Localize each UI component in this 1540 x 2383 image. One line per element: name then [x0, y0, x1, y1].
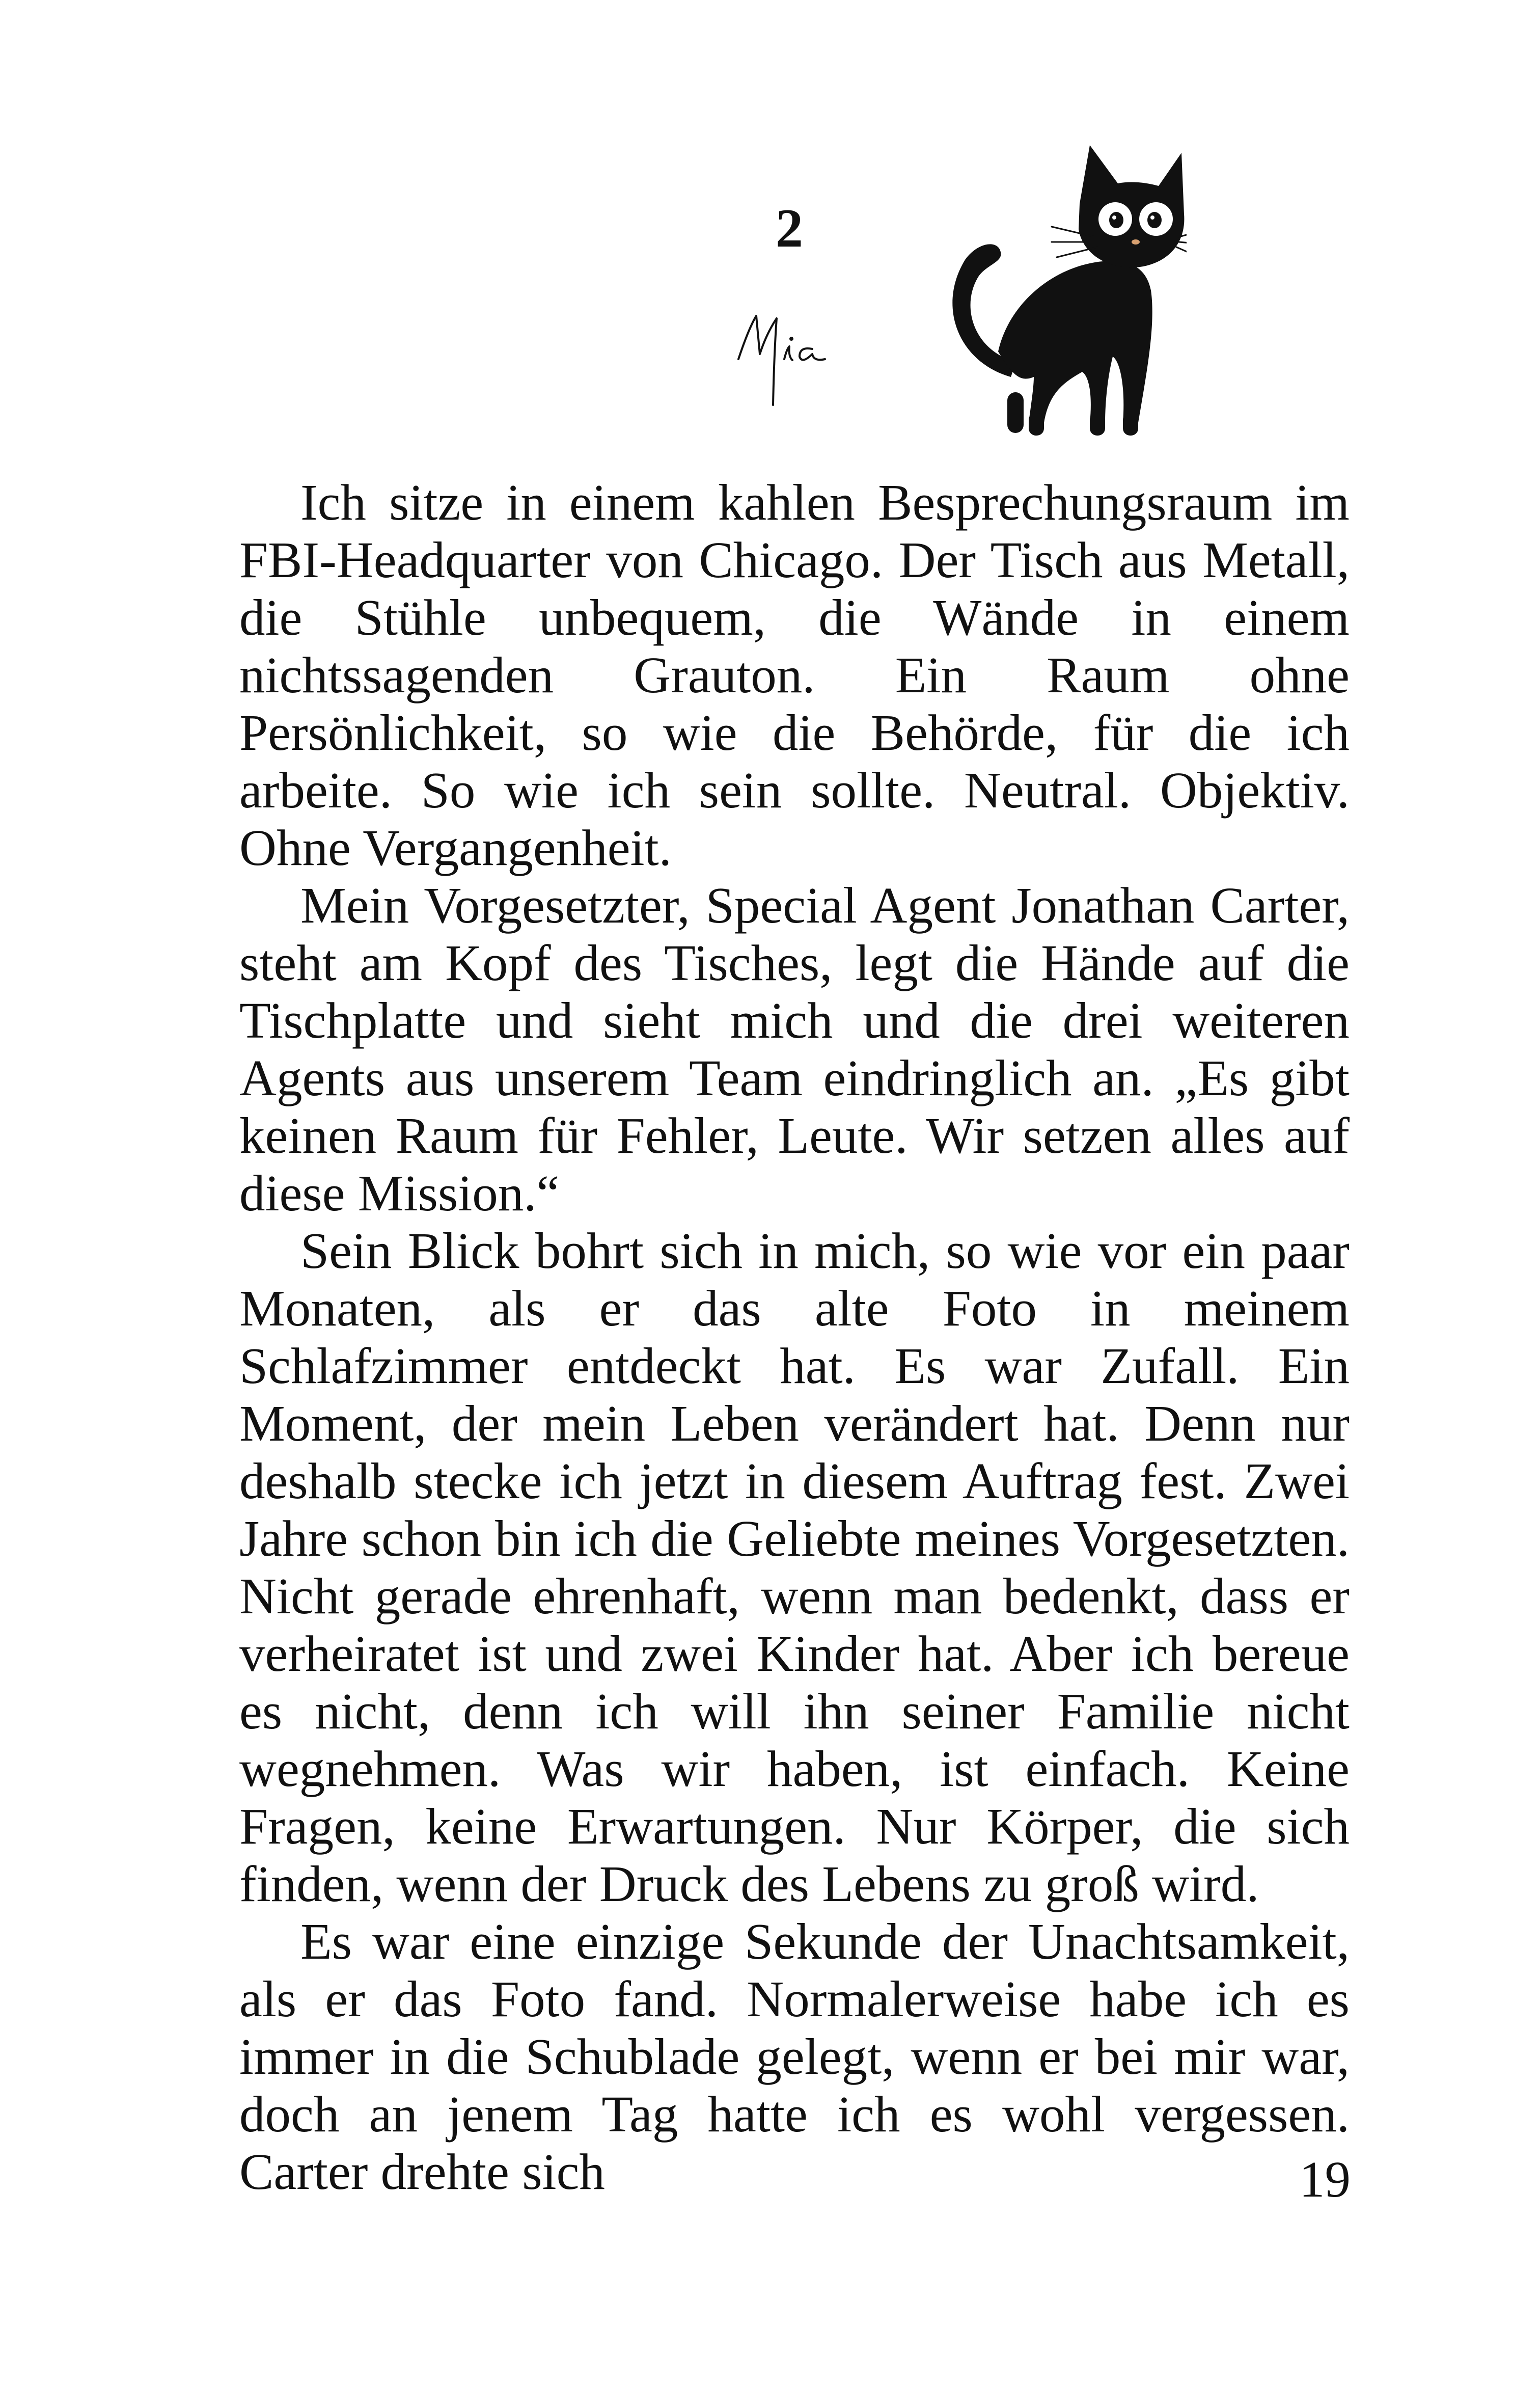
black-cat-icon [881, 138, 1187, 453]
chapter-number: 2 [776, 198, 803, 259]
paragraph: Es war eine einzige Sekunde der Unachtsamkeit, als er das Foto fand. Normalerweise habe ich es immer in die Schublade gelegt, wenn er bei mir war, doch an jenem Tag hatte ich es wohl vergessen. Carter drehte sich [239, 1913, 1350, 2200]
page-number: 19 [1299, 2151, 1351, 2208]
paragraph: Mein Vorgesetzter, Special Agent Jonathan Carter, steht am Kopf des Tisches, legt die Hände auf die Tischplatte und sieht mich und die drei weiteren Agents aus unserem Team eindringlich an. „Es gibt keinen Raum für Fehler, Leute. Wir setzen alles auf diese Mission.“ [239, 877, 1350, 1222]
chapter-body [239, 474, 1350, 2201]
paragraph: Ich sitze in einem kahlen Besprechungsraum im FBI-Headquarter von Chicago. Der Tisch aus Metall, die Stühle unbequem, die Wände in einem nichtssagenden Grauton. Ein Raum ohne Persönlichkeit, so wie die Behörde, für die ich arbeite. So wie ich sein sollte. Neutral. Objektiv. Ohne Vergangenheit. [239, 474, 1350, 876]
chapter-signature [728, 298, 861, 410]
paragraph: Sein Blick bohrt sich in mich, so wie vor ein paar Monaten, als er das alte Foto in meinem Schlafzimmer entdeckt hat. Es war Zufall. Ein Moment, der mein Leben verändert hat. Denn nur deshalb stecke ich jetzt in diesem Auftrag fest. Zwei Jahre schon bin ich die Geliebte meines Vorgesetzten. Nicht gerade ehrenhaft, wenn man bedenkt, dass er verheiratet ist und zwei Kinder hat. Aber ich bereue es nicht, denn ich will ihn seiner Familie nicht wegnehmen. Was wir haben, ist einfach. Keine Fragen, keine Erwartungen. Nur Körper, die sich finden, wenn der Druck des Lebens zu groß wird. [239, 1222, 1350, 1912]
